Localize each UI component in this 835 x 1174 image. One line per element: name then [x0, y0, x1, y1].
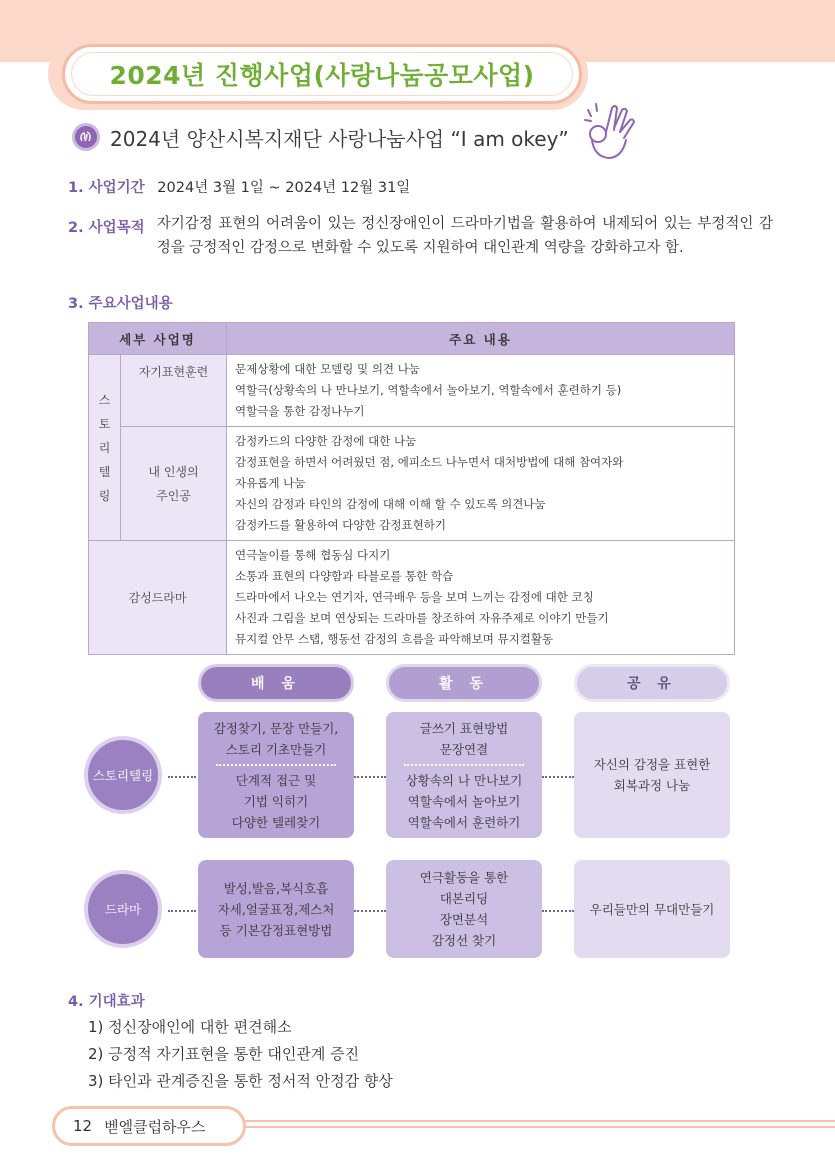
subtitle-row — [72, 120, 569, 154]
page-title: 2024년 진행사업(사랑나눔공모사업) — [109, 61, 535, 90]
table-line: 역할극을 통한 감정나누기 — [235, 404, 365, 418]
table-line: 자유롭게 나눔 — [235, 476, 306, 490]
table-row-content — [227, 355, 735, 427]
drama-learn-box — [198, 860, 354, 958]
box-line: 글쓰기 표현방법 — [419, 720, 509, 736]
table-header-row — [89, 323, 735, 355]
footer-pill — [52, 1106, 246, 1146]
box-line: 역할속에서 훈련하기 — [407, 814, 521, 830]
connector-line — [354, 776, 386, 778]
effect-item: 1) 정신장애인에 대한 편견해소 — [88, 1018, 292, 1036]
table-row-name: 내 인생의 주인공 — [121, 427, 227, 541]
box-line: 우리들만의 무대만들기 — [589, 901, 715, 917]
table-row-name: 자기표현훈련 — [121, 355, 227, 427]
storytelling-activity-box — [386, 712, 542, 838]
title-pill — [62, 44, 582, 104]
table-header-name: 세부 사업명 — [89, 323, 227, 355]
box-line: 등 기본감정표현방법 — [219, 922, 333, 938]
table-group-label — [89, 355, 121, 541]
storytelling-circle: 스토리텔링 — [84, 736, 162, 814]
box-line: 자세,얼굴표정,제스처 — [217, 901, 335, 917]
box-line: 역할속에서 놀아보기 — [407, 793, 521, 809]
section-period-label: 1. 사업기간 — [68, 180, 145, 196]
box-line: 연극활동을 통한 — [419, 870, 509, 885]
table-row-name: 감성드라마 — [89, 541, 227, 655]
box-line: 감정선 찾기 — [431, 933, 497, 948]
table-line: 소통과 표현의 다양함과 타블로를 통한 학습 — [235, 569, 454, 583]
box-line: 회복과정 나눔 — [613, 778, 691, 793]
subtitle-text: 2024년 양산시복지재단 사랑나눔사업 “I am okey” — [110, 126, 569, 151]
table-line: 사진과 그림을 보며 연상되는 드라마를 창조하여 자유주제로 이야기 만들기 — [235, 611, 609, 625]
footer-org: 벧엘클럽하우스 — [104, 1117, 206, 1136]
section-content — [68, 292, 173, 313]
drama-share-box — [574, 860, 730, 958]
box-line: 상황속의 나 만나보기 — [405, 772, 523, 788]
program-table — [88, 322, 735, 655]
table-row-content — [227, 541, 735, 655]
ok-hand-icon — [582, 98, 640, 168]
box-divider — [216, 764, 336, 766]
table-line: 드라마에서 나오는 연기자, 연극배우 등을 보며 느끼는 감정에 대한 코칭 — [235, 590, 594, 604]
connector-line — [354, 910, 386, 912]
box-line: 단계적 접근 및 — [235, 772, 317, 788]
effect-item: 2) 긍정적 자기표현을 통한 대인관계 증진 — [88, 1045, 360, 1063]
section-period-value: 2024년 3월 1일 ~ 2024년 12월 31일 — [157, 180, 411, 196]
table-row — [89, 427, 735, 541]
storytelling-share-box — [574, 712, 730, 838]
section-effects — [68, 990, 145, 1011]
table-header-content: 주요 내용 — [227, 323, 735, 355]
connector-line — [542, 910, 574, 912]
box-line: 대본리딩 — [439, 891, 489, 906]
table-row-content — [227, 427, 735, 541]
effect-item: 3) 타인과 관계증진을 통한 정서적 안정감 향상 — [88, 1072, 393, 1090]
table-line: 감정표현을 하면서 어려웠던 점, 에피소드 나누면서 대처방법에 대해 참여자와 — [235, 455, 624, 469]
box-line: 다양한 텔레찾기 — [231, 814, 321, 830]
box-divider — [404, 764, 524, 766]
hands-logo-icon — [72, 123, 100, 151]
table-line: 역할극(상황속의 나 만나보기, 역할속에서 놀아보기, 역할속에서 훈련하기 등) — [235, 383, 622, 397]
drama-activity-box — [386, 860, 542, 958]
column-learn-header: 배 움 — [198, 664, 354, 702]
box-line: 자신의 감정을 표현한 — [593, 757, 711, 772]
table-line: 문제상황에 대한 모델링 및 의견 나눔 — [235, 362, 420, 376]
connector-line — [168, 910, 196, 912]
table-line: 뮤지컬 안무 스탭, 행동선 감정의 흐름을 파악해보며 뮤지컬활동 — [235, 632, 554, 646]
section-period — [68, 176, 410, 197]
table-group-label-text: 스 토 리 텔 링 — [98, 392, 111, 503]
page-number: 12 — [73, 1117, 93, 1135]
table-line: 자신의 감정과 타인의 감정에 대해 이해 할 수 있도록 의견나눔 — [235, 497, 546, 511]
box-line: 장면분석 — [439, 912, 489, 927]
box-line: 스토리 기초만들기 — [225, 741, 327, 757]
section-effects-label: 4. 기대효과 — [68, 994, 145, 1010]
box-line: 기법 익히기 — [243, 793, 309, 809]
footer-rule — [210, 1120, 835, 1140]
drama-circle: 드라마 — [84, 870, 162, 948]
column-share-header: 공 유 — [574, 664, 730, 702]
connector-line — [168, 776, 196, 778]
column-activity-header: 활 동 — [386, 664, 542, 702]
box-line: 발성,발음,복식호흡 — [223, 880, 329, 896]
table-line: 연극놀이를 통해 협동심 다지기 — [235, 548, 391, 562]
storytelling-learn-box — [198, 712, 354, 838]
section-purpose-label: 2. 사업목적 — [68, 220, 145, 236]
table-line: 감정카드의 다양한 감정에 대한 나눔 — [235, 434, 417, 448]
table-line: 감정카드를 활용하여 다양한 감정표현하기 — [235, 518, 446, 532]
section-purpose — [68, 216, 773, 260]
section-content-label: 3. 주요사업내용 — [68, 296, 173, 312]
connector-line — [542, 776, 574, 778]
box-line: 문장연결 — [439, 741, 489, 757]
box-line: 감정찾기, 문장 만들기, — [213, 720, 339, 736]
table-row — [89, 541, 735, 655]
section-purpose-value: 자기감정 표현의 어려움이 있는 정신장애인이 드라마기법을 활용하여 내제되어 있는 부정적인 감정을 긍정적인 감정으로 변화할 수 있도록 지원하여 대인관계 역량을 강화하고자 함. — [156, 216, 773, 256]
table-row — [89, 355, 735, 427]
